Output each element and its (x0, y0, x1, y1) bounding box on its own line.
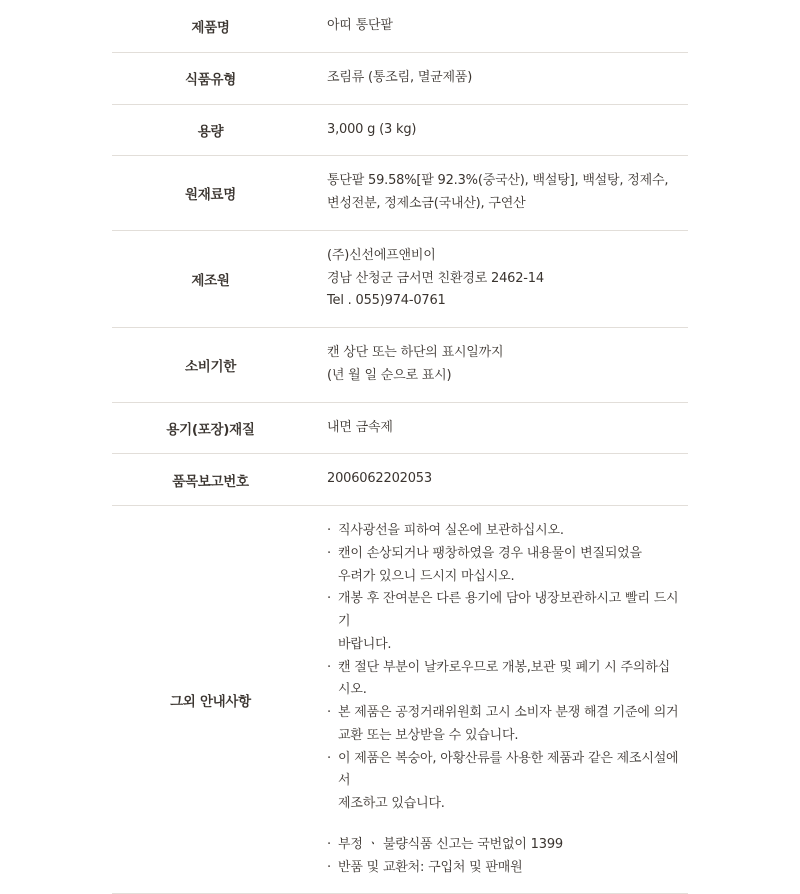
row-label-report-number: 품목보고번호 (112, 454, 309, 506)
notice-item-continuation: 우려가 있으니 드시지 마십시오. (338, 568, 515, 584)
notice-spacer (327, 816, 680, 834)
row-label-expiry: 소비기한 (112, 328, 309, 403)
value-line: (년 월 일 순으로 표시) (327, 367, 452, 383)
spec-table-body (112, 1, 688, 894)
table-row (112, 156, 688, 231)
product-spec-table (112, 0, 688, 894)
row-label-ingredients: 원재료명 (112, 156, 309, 231)
notice-item: · 이 제품은 복숭아, 아황산류를 사용한 제품과 같은 제조시설에서 (327, 748, 680, 794)
table-row (112, 328, 688, 403)
row-value-volume (309, 104, 688, 156)
row-value-other-notices (309, 506, 688, 894)
table-row (112, 52, 688, 104)
notice-item-continuation: 제조하고 있습니다. (338, 796, 445, 811)
value-line: (주)신선에프앤비이 (327, 247, 436, 263)
row-value-food-type (309, 52, 688, 104)
row-label-container-material: 용기(포장)재질 (112, 402, 309, 454)
value-line: 조림류 (통조림, 멸균제품) (327, 69, 473, 85)
row-value-manufacturer (309, 230, 688, 327)
row-value-product-name (309, 1, 688, 53)
value-line: 캔 상단 또는 하단의 표시일까지 (327, 345, 504, 360)
row-value-ingredients (309, 156, 688, 231)
row-value-container-material (309, 402, 688, 454)
notice-item: · 직사광선을 피하여 실온에 보관하십시오. (327, 520, 680, 543)
value-line: 통단팥 59.58%[팥 92.3%(중국산), 백설탕], 백설탕, 정제수, (327, 173, 669, 189)
value-line: 아띠 통단팥 (327, 18, 393, 33)
row-label-volume: 용량 (112, 104, 309, 156)
row-value-expiry (309, 328, 688, 403)
notice-item: · 캔이 손상되거나 팽창하였을 경우 내용물이 변질되었을 (327, 543, 680, 566)
value-line: Tel . 055)974-0761 (327, 293, 446, 309)
row-label-other-notices: 그외 안내사항 (112, 506, 309, 894)
notice-footer-item: · 부정 ㆍ 불량식품 신고는 국번없이 1399 (327, 834, 680, 857)
table-row (112, 1, 688, 53)
value-line: 3,000 g (3 kg) (327, 121, 417, 137)
value-line: 변성전분, 정제소금(국내산), 구연산 (327, 196, 526, 211)
row-label-food-type: 식품유형 (112, 52, 309, 104)
table-row-notice (112, 506, 688, 894)
notice-item: · 개봉 후 잔여분은 다른 용기에 담아 냉장보관하시고 빨리 드시기 (327, 588, 680, 634)
row-label-product-name: 제품명 (112, 1, 309, 53)
notice-item-continuation: 바랍니다. (338, 636, 392, 652)
notice-item: · 캔 절단 부분이 날카로우므로 개봉,보관 및 폐기 시 주의하십시오. (327, 657, 680, 703)
notice-item-continuation: 교환 또는 보상받을 수 있습니다. (338, 727, 519, 743)
row-value-report-number (309, 454, 688, 506)
table-row (112, 104, 688, 156)
value-line: 2006062202053 (327, 471, 432, 487)
value-line: 경남 산청군 금서면 친환경로 2462-14 (327, 270, 544, 286)
notice-footer-item: · 반품 및 교환처: 구입처 및 판매원 (327, 857, 680, 880)
value-line: 내면 금속제 (327, 419, 393, 435)
notice-item: · 본 제품은 공정거래위원회 고시 소비자 분쟁 해결 기준에 의거 (327, 702, 680, 725)
row-label-manufacturer: 제조원 (112, 230, 309, 327)
table-row (112, 230, 688, 327)
table-row (112, 402, 688, 454)
table-row (112, 454, 688, 506)
